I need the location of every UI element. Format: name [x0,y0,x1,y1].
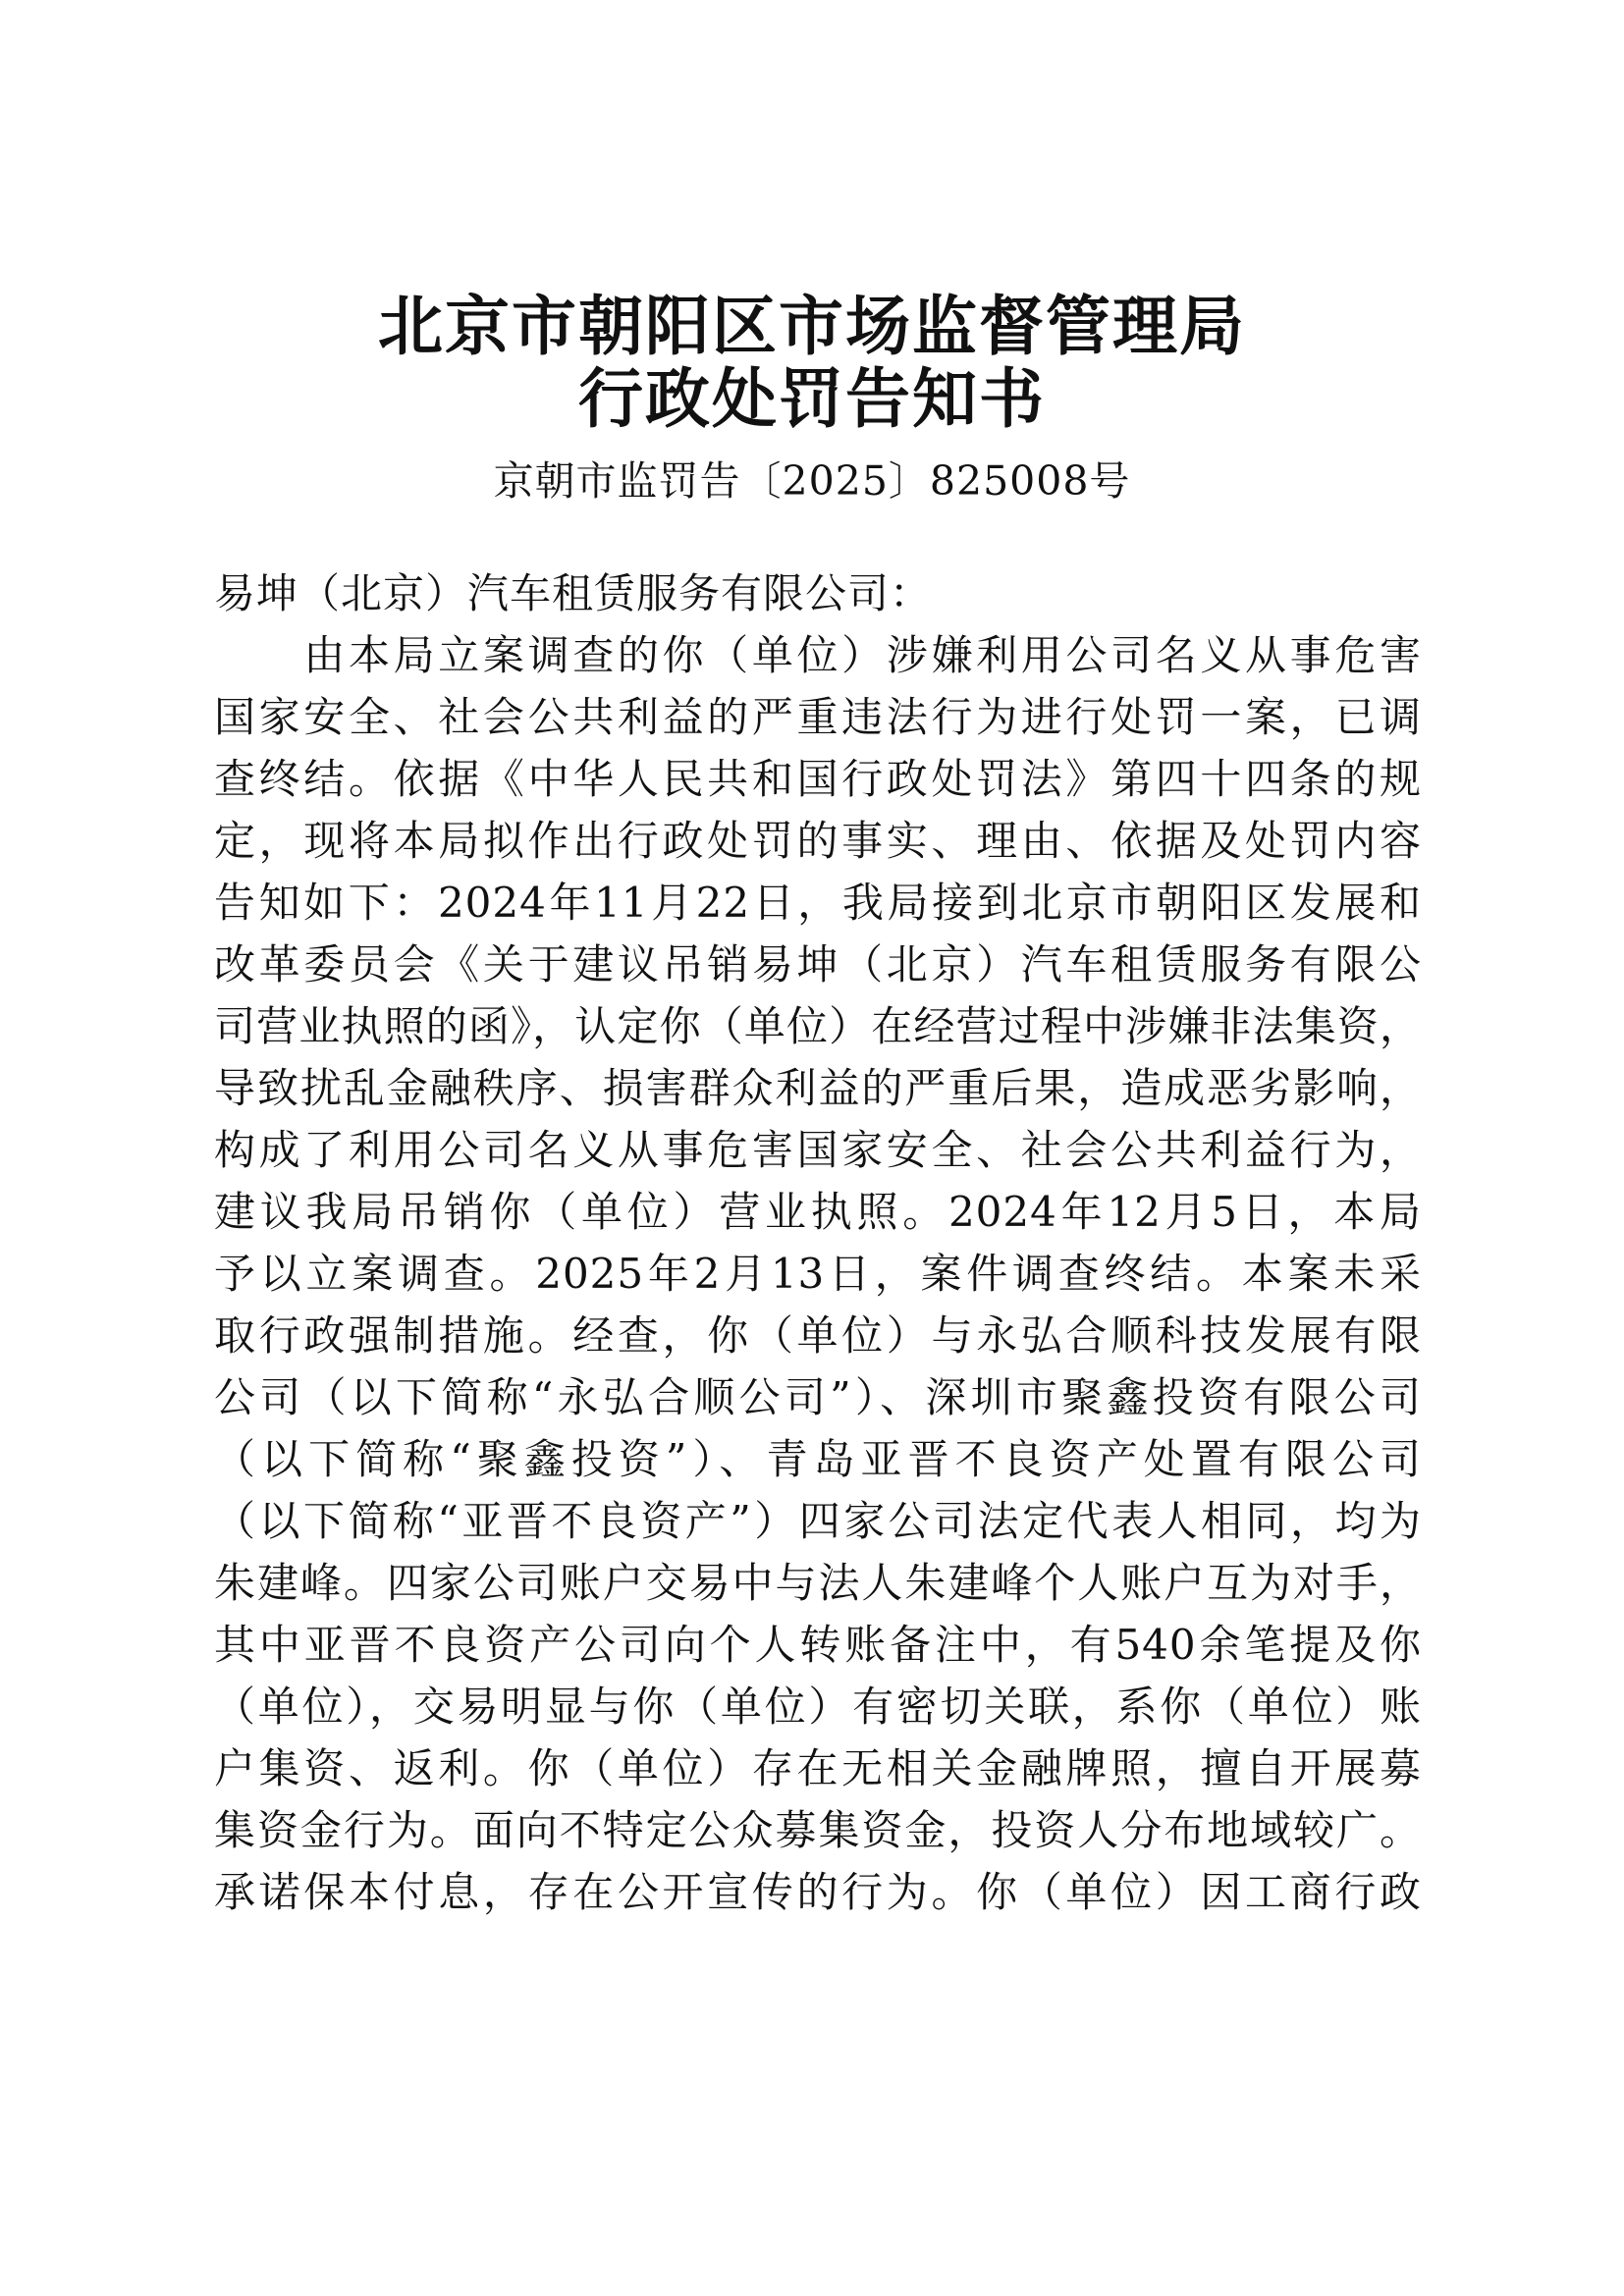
body-line: （以下简称“亚晋不良资产”）四家公司法定代表人相同，均为 [214,1497,1422,1545]
document-number: 京朝市监罚告〔2025〕825008号 [493,457,1131,505]
body-line: （以下简称“聚鑫投资”）、青岛亚晋不良资产处置有限公司 [214,1435,1422,1483]
body-line: （单位），交易明显与你（单位）有密切关联，系你（单位）账 [214,1682,1422,1731]
body-line: 由本局立案调查的你（单位）涉嫌利用公司名义从事危害 [214,631,1422,679]
body-line: 朱建峰。四家公司账户交易中与法人朱建峰个人账户互为对手， [214,1559,1422,1607]
body-line: 承诺保本付息，存在公开宣传的行为。你（单位）因工商行政 [214,1868,1422,1916]
body-line: 司营业执照的函》，认定你（单位）在经营过程中涉嫌非法集资， [214,1002,1422,1050]
body-line: 予以立案调查。2025年2月13日，案件调查终结。本案未采 [214,1250,1422,1298]
document-title-line-2: 行政处罚告知书 [578,360,1046,437]
body-line: 户集资、返利。你（单位）存在无相关金融牌照，擅自开展募 [214,1744,1422,1792]
body-line: 导致扰乱金融秩序、损害群众利益的严重后果，造成恶劣影响， [214,1064,1422,1112]
body-line: 定，现将本局拟作出行政处罚的事实、理由、依据及处罚内容 [214,817,1422,865]
body-line: 建议我局吊销你（单位）营业执照。2024年12月5日，本局 [214,1188,1422,1236]
body-line: 公司（以下简称“永弘合顺公司”）、深圳市聚鑫投资有限公司 [214,1373,1422,1421]
body-line: 改革委员会《关于建议吊销易坤（北京）汽车租赁服务有限公 [214,940,1422,988]
body-line: 取行政强制措施。经查，你（单位）与永弘合顺科技发展有限 [214,1311,1422,1360]
body-line: 构成了利用公司名义从事危害国家安全、社会公共利益行为， [214,1126,1422,1174]
body-line: 集资金行为。面向不特定公众募集资金，投资人分布地域较广。 [214,1806,1422,1854]
body-line: 查终结。依据《中华人民共和国行政处罚法》第四十四条的规 [214,755,1422,803]
body-line: 告知如下：2024年11月22日，我局接到北京市朝阳区发展和 [214,879,1422,927]
body-line: 国家安全、社会公共利益的严重违法行为进行处罚一案，已调 [214,693,1422,741]
addressee: 易坤（北京）汽车租赁服务有限公司： [214,569,933,617]
body-line: 其中亚晋不良资产公司向个人转账备注中，有540余笔提及你 [214,1621,1422,1669]
document-title-line-1: 北京市朝阳区市场监督管理局 [378,288,1246,364]
